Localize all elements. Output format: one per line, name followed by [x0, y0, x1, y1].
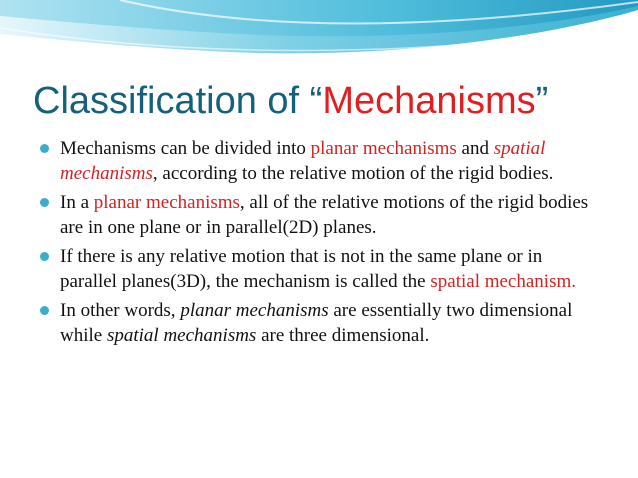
bullet-item: [40, 298, 600, 348]
bullet-dot-icon: [40, 306, 49, 315]
bullet-item: [40, 190, 600, 240]
bullet-dot-icon: [40, 198, 49, 207]
bullet-list: [40, 136, 600, 352]
bullet-text: , all of the relative motions of the rigid bodies are in one plane or in parallel(2D) planes.: [60, 192, 589, 238]
bullet-dot-icon: [40, 144, 49, 153]
title-highlight: Mechanisms: [322, 80, 536, 122]
term-planar-mechanisms: planar mechanisms: [180, 300, 329, 321]
title-prefix: Classification of: [33, 80, 310, 122]
term-spatial-mechanisms: spatial mechanisms: [106, 325, 257, 346]
title-close-quote: ”: [535, 80, 549, 122]
bullet-item: [40, 136, 600, 186]
title-open-quote: “: [309, 80, 323, 122]
slide-title: [33, 76, 548, 126]
bullet-text: In other words,: [60, 300, 181, 321]
bullet-item: [40, 244, 600, 294]
term-planar-mechanisms: planar mechanisms: [93, 192, 240, 213]
bullet-text: and: [456, 138, 494, 159]
bullet-text: If there is any relative motion that is not in the same plane or in parallel planes(3D), the mechanism is called the: [60, 246, 543, 292]
bullet-dot-icon: [40, 252, 49, 261]
term-spatial-mechanism: spatial mechanism.: [430, 271, 577, 292]
term-spatial-mechanisms: spatial mechanisms: [60, 138, 546, 184]
bullet-text: are three dimensional.: [256, 325, 430, 346]
bullet-text: , according to the relative motion of the rigid bodies.: [152, 163, 554, 184]
bullet-text: are essentially two dimensional while: [60, 300, 573, 346]
bullet-text: Mechanisms can be divided into: [60, 138, 311, 159]
header-wave-banner: [0, 0, 638, 80]
bullet-text: In a: [60, 192, 94, 213]
term-planar-mechanisms: planar mechanisms: [310, 138, 457, 159]
